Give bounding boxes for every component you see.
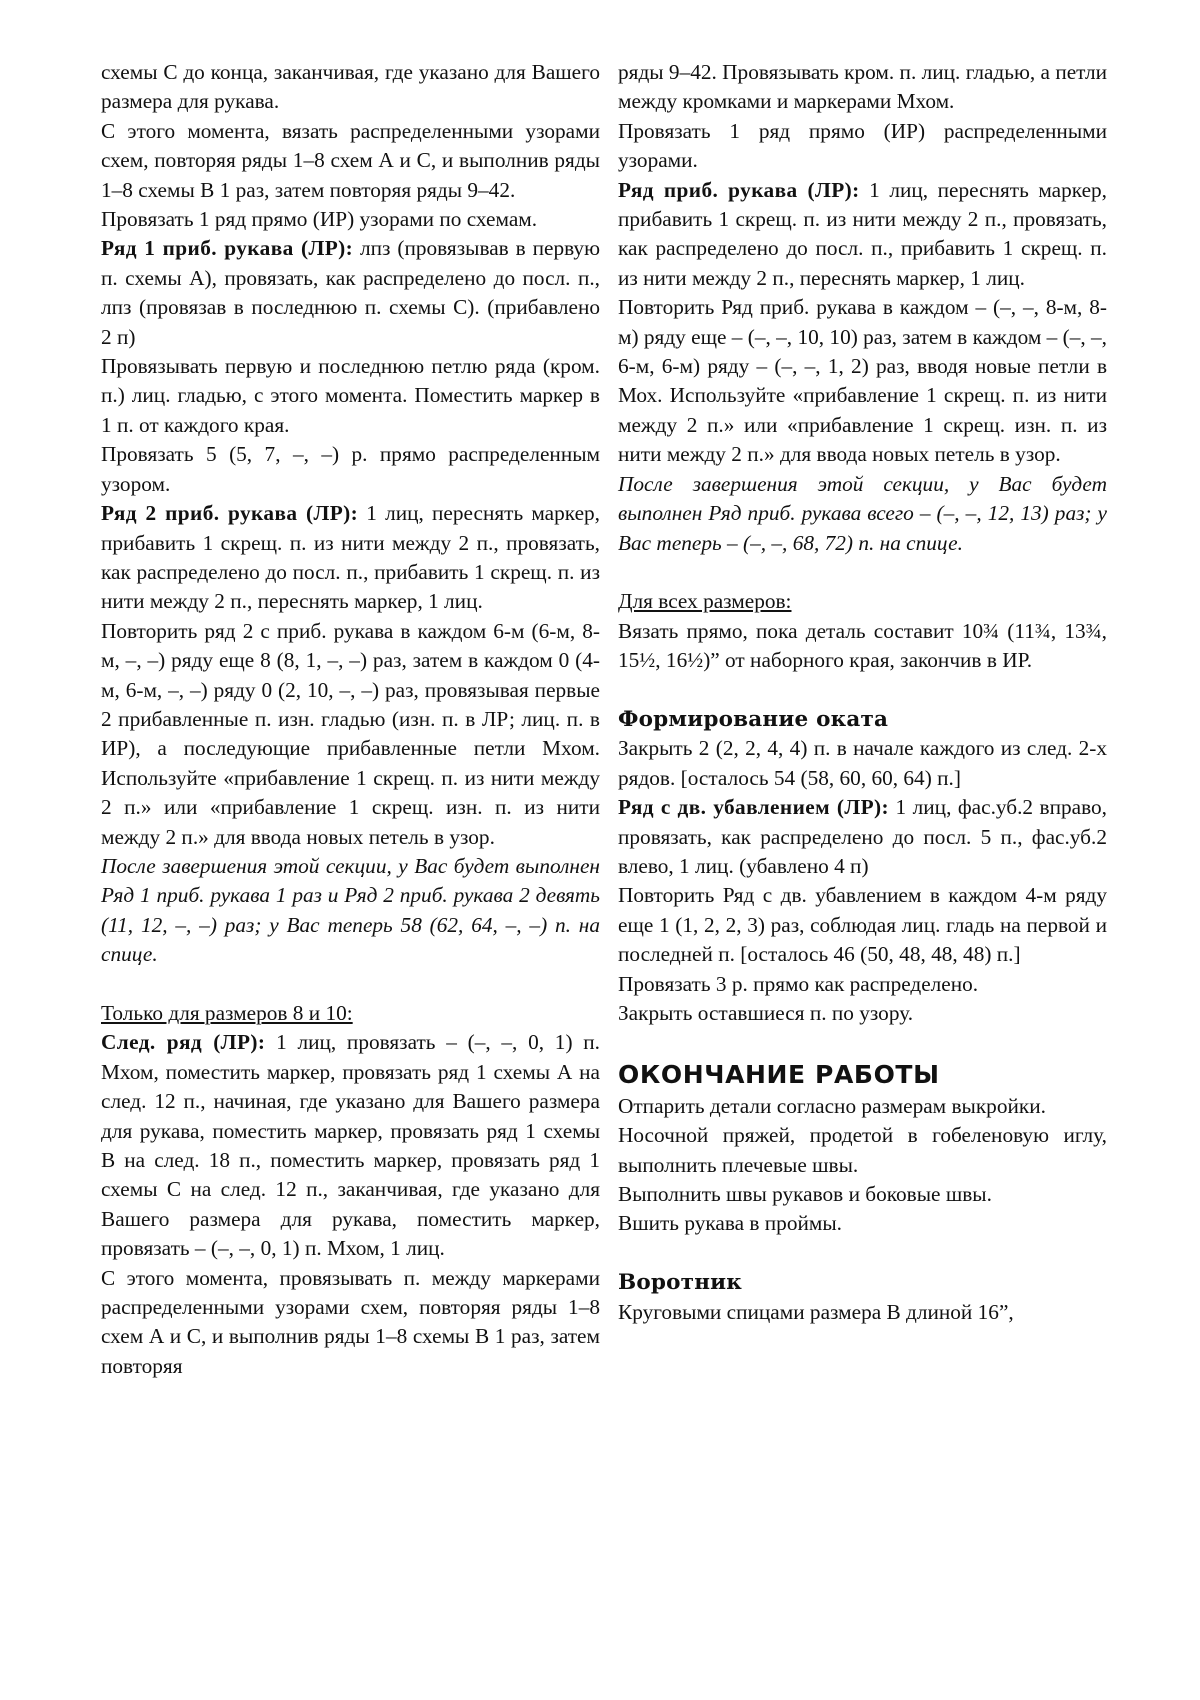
row-instruction: 1 лиц, переснять маркер, прибавить 1 скрещ. п. из нити между 2 п., провязать, как распределено до посл. п., прибавить 1 скрещ. п. из нити между 2 п., переснять маркер, 1 лиц.	[618, 177, 1108, 290]
paragraph: Провязать 5 (5, 7, –, –) р. прямо распределенным узором.	[101, 442, 600, 496]
paragraph: Провязывать первую и последнюю петлю ряда (кром. п.) лиц. гладью, с этого момента. Поместить маркер в 1 п. от каждого края.	[101, 354, 600, 437]
paragraph	[101, 234, 600, 352]
paragraph: Отпарить детали согласно размерам выкройки.	[618, 1093, 1046, 1118]
left-column	[101, 58, 600, 1381]
paragraph: Повторить Ряд с дв. убавлением в каждом 4-м ряду еще 1 (1, 2, 2, 3) раз, соблюдая лиц. гладь на первой и последней п. [осталось 46 (50, 48, 48, 48) п.]	[618, 883, 1107, 967]
paragraph: Закрыть 2 (2, 2, 4, 4) п. в начале каждого из след. 2-х рядов. [осталось 54 (58, 60, 60, 64) п.]	[618, 736, 1107, 790]
row-instruction: 1 лиц, фас.уб.2 вправо, провязать, как распределено до посл. 5 п., фас.уб.2 влево, 1 лиц. (убавлено 4 п)	[618, 795, 1107, 878]
paragraph: Вшить рукава в проймы.	[618, 1211, 842, 1236]
size-note: Только для размеров 8 и 10:	[101, 1000, 353, 1025]
paragraph: Носочной пряжей, продетой в гобеленовую иглу, выполнить плечевые швы.	[618, 1123, 1107, 1177]
paragraph: схемы С до конца, заканчивая, где указано для Вашего размера для рукава.	[101, 60, 600, 114]
paragraph	[618, 176, 1107, 294]
spacer	[618, 1028, 1107, 1057]
row-instruction: 1 лиц, переснять маркер, прибавить 1 скрещ. п. из нити между 2 п., провязать, как распределено до посл. п., прибавить 1 скрещ. п. из нити между 2 п., переснять маркер, 1 лиц.	[101, 501, 600, 614]
paragraph: Выполнить швы рукавов и боковые швы.	[618, 1181, 992, 1206]
paragraph: Провязать 1 ряд прямо (ИР) узорами по схемам.	[101, 207, 538, 232]
section-heading-finishing: ОКОНЧАНИЕ РАБОТЫ	[618, 1059, 940, 1089]
row-heading: Ряд с дв. убавлением (ЛР):	[618, 795, 890, 820]
paragraph: Повторить Ряд приб. рукава в каждом – (–, –, 8-м, 8-м) ряду еще – (–, –, 10, 10) раз, затем в каждом – (–, –, 6-м, 6-м) ряду – (–, –, 1, 2) раз, вводя новые петли в Мох. Используйте «прибавление 1 скрещ. п. из нити между 2 п.» или «прибавление 1 скрещ. изн. п. из нити между 2 п.» для ввода новых петель в узор.	[618, 295, 1107, 467]
spacer	[618, 1239, 1107, 1268]
row-heading: Ряд 1 приб. рукава (ЛР):	[101, 236, 354, 261]
paragraph	[101, 499, 600, 617]
paragraph: С этого момента, вязать распределенными узорами схем, повторяя ряды 1–8 схем А и С, и выполнив ряды 1–8 схемы В 1 раз, затем повторяя ряды 9–42.	[101, 118, 600, 202]
paragraph: Круговыми спицами размера В длиной 16”,	[618, 1299, 1014, 1324]
row-instruction: 1 лиц, провязать – (–, –, 0, 1) п. Мхом, поместить маркер, провязать ряд 1 схемы А на след. 12 п., начиная, где указано для Вашего размера для рукава, поместить маркер, провязать ряд 1 схемы В на след. 18 п., поместить маркер, провязать ряд 1 схемы С на след. 12 п., заканчивая, где указано для Вашего размера для рукава, поместить маркер, провязать – (–, –, 0, 1) п. Мхом, 1 лиц.	[101, 1030, 600, 1261]
section-heading-collar: Воротник	[618, 1270, 743, 1296]
paragraph: Вязать прямо, пока деталь составит 10¾ (11¾, 13¾, 15½, 16½)” от наборного края, закончив в ИР.	[618, 618, 1107, 673]
spacer	[618, 558, 1107, 587]
paragraph	[618, 793, 1107, 881]
paragraph: Закрыть оставшиеся п. по узору.	[618, 1000, 914, 1025]
section-summary: После завершения этой секции, у Вас будет выполнен Ряд 1 приб. рукава 1 раз и Ряд 2 приб. рукава 2 девять (11, 12, –, –) раз; у Вас теперь 58 (62, 64, –, –) п. на спице.	[101, 853, 600, 967]
section-heading-cap-shaping: Формирование оката	[618, 706, 889, 732]
paragraph: Провязать 3 р. прямо как распределено.	[618, 971, 979, 996]
row-heading: След. ряд (ЛР):	[101, 1030, 266, 1055]
paragraph: С этого момента, провязывать п. между маркерами распределенными узорами схем, повторяя ряды 1–8 схем А и С, и выполнив ряды 1–8 схемы В 1 раз, затем повторяя	[101, 1265, 600, 1378]
right-column	[618, 58, 1107, 1327]
spacer	[618, 676, 1107, 705]
row-heading: Ряд 2 приб. рукава (ЛР):	[101, 501, 359, 526]
size-note: Для всех размеров:	[618, 589, 792, 614]
row-instruction: лпз (провязывав в первую п. схемы А), провязать, как распределено до посл. п., лпз (провязав в последнюю п. схемы С). (прибавлено 2 п)	[101, 236, 600, 349]
paragraph: Повторить ряд 2 с приб. рукава в каждом 6-м (6-м, 8-м, –, –) ряду еще 8 (8, 1, –, –) раз, затем в каждом 0 (4-м, 6-м, –, –) ряду 0 (2, 10, –, –) раз, провязывая первые 2 прибавленные п. изн. гладью (изн. п. в ЛР; лиц. п. в ИР), а последующие прибавленные петли Мхом. Используйте «прибавление 1 скрещ. п. из нити между 2 п.» или «прибавление 1 скрещ. изн. п. из нити между 2 п.» для ввода новых петель в узор.	[101, 618, 600, 849]
paragraph: ряды 9–42. Провязывать кром. п. лиц. гладью, а петли между кромками и маркерами Мхом.	[618, 60, 1107, 114]
paragraph: Провязать 1 ряд прямо (ИР) распределенными узорами.	[618, 118, 1107, 173]
row-heading: Ряд приб. рукава (ЛР):	[618, 177, 860, 202]
section-summary: После завершения этой секции, у Вас будет выполнен Ряд приб. рукава всего – (–, –, 12, 13) раз; у Вас теперь – (–, –, 68, 72) п. на спице.	[618, 471, 1107, 555]
paragraph	[101, 1028, 600, 1263]
spacer	[101, 970, 600, 999]
